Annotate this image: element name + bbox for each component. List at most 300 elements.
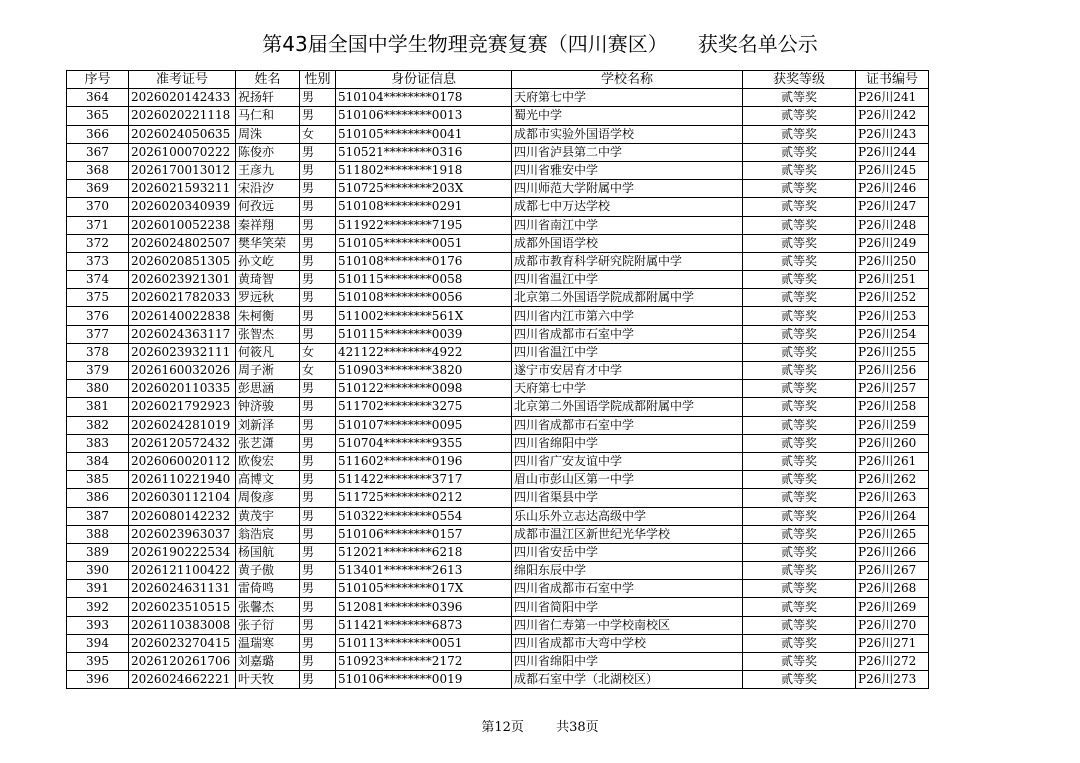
cell-cert-no: P26川269 (856, 598, 929, 616)
cell-seq: 375 (67, 289, 129, 307)
cell-school: 四川省雅安中学 (512, 161, 743, 179)
cell-school: 成都七中万达学校 (512, 198, 743, 216)
col-header-id-card: 身份证信息 (336, 71, 512, 89)
page-number: 第12页 (481, 720, 524, 735)
cell-award: 贰等奖 (743, 634, 856, 652)
table-body (67, 89, 929, 689)
cell-exam-id: 2026023921301 (129, 271, 236, 289)
cell-id-card: 510923********2172 (336, 653, 512, 671)
cell-exam-id: 2026120261706 (129, 653, 236, 671)
cell-cert-no: P26川257 (856, 380, 929, 398)
cell-cert-no: P26川267 (856, 562, 929, 580)
table-row (67, 343, 929, 361)
cell-name: 雷倚鸣 (236, 580, 300, 598)
cell-id-card: 510108********0176 (336, 252, 512, 270)
cell-exam-id: 2026110221940 (129, 471, 236, 489)
table-row (67, 634, 929, 652)
cell-name: 黄茂宇 (236, 507, 300, 525)
cell-award: 贰等奖 (743, 161, 856, 179)
cell-exam-id: 2026024662221 (129, 671, 236, 689)
cell-cert-no: P26川250 (856, 252, 929, 270)
cell-id-card: 510115********0058 (336, 271, 512, 289)
cell-exam-id: 2026023932111 (129, 343, 236, 361)
cell-seq: 379 (67, 362, 129, 380)
cell-award: 贰等奖 (743, 562, 856, 580)
cell-gender: 男 (300, 580, 336, 598)
cell-award: 贰等奖 (743, 307, 856, 325)
col-header-seq: 序号 (67, 71, 129, 89)
cell-seq: 388 (67, 525, 129, 543)
cell-exam-id: 2026190222534 (129, 543, 236, 561)
cell-gender: 女 (300, 125, 336, 143)
cell-cert-no: P26川272 (856, 653, 929, 671)
cell-award: 贰等奖 (743, 452, 856, 470)
cell-gender: 男 (300, 616, 336, 634)
cell-id-card: 510105********017X (336, 580, 512, 598)
cell-id-card: 510107********0095 (336, 416, 512, 434)
table-row (67, 616, 929, 634)
cell-name: 周洙 (236, 125, 300, 143)
table-row (67, 653, 929, 671)
cell-seq: 394 (67, 634, 129, 652)
table-row (67, 216, 929, 234)
cell-gender: 男 (300, 653, 336, 671)
cell-gender: 男 (300, 180, 336, 198)
table-row (67, 507, 929, 525)
cell-gender: 男 (300, 325, 336, 343)
table-row (67, 198, 929, 216)
cell-seq: 373 (67, 252, 129, 270)
cell-exam-id: 2026024802507 (129, 234, 236, 252)
cell-award: 贰等奖 (743, 671, 856, 689)
table-row (67, 234, 929, 252)
table-row (67, 143, 929, 161)
cell-seq: 391 (67, 580, 129, 598)
cell-name: 杨国航 (236, 543, 300, 561)
cell-seq: 392 (67, 598, 129, 616)
cell-name: 祝扬轩 (236, 89, 300, 107)
cell-exam-id: 2026010052238 (129, 216, 236, 234)
cell-cert-no: P26川256 (856, 362, 929, 380)
table-row (67, 307, 929, 325)
cell-award: 贰等奖 (743, 616, 856, 634)
cell-name: 张子衍 (236, 616, 300, 634)
cell-award: 贰等奖 (743, 216, 856, 234)
cell-gender: 男 (300, 416, 336, 434)
cell-name: 彭思涵 (236, 380, 300, 398)
cell-gender: 男 (300, 598, 336, 616)
cell-school: 四川省安岳中学 (512, 543, 743, 561)
cell-exam-id: 2026100070222 (129, 143, 236, 161)
cell-id-card: 510105********0051 (336, 234, 512, 252)
cell-exam-id: 2026023963037 (129, 525, 236, 543)
cell-award: 贰等奖 (743, 252, 856, 270)
cell-name: 孙文屹 (236, 252, 300, 270)
cell-award: 贰等奖 (743, 434, 856, 452)
cell-award: 贰等奖 (743, 416, 856, 434)
cell-gender: 男 (300, 543, 336, 561)
cell-seq: 371 (67, 216, 129, 234)
cell-school: 四川省内江市第六中学 (512, 307, 743, 325)
cell-seq: 380 (67, 380, 129, 398)
cell-cert-no: P26川244 (856, 143, 929, 161)
cell-name: 欧俊宏 (236, 452, 300, 470)
cell-name: 宋沿汐 (236, 180, 300, 198)
cell-school: 遂宁市安居育才中学 (512, 362, 743, 380)
table-row (67, 325, 929, 343)
col-header-award: 获奖等级 (743, 71, 856, 89)
cell-school: 成都市教育科学研究院附属中学 (512, 252, 743, 270)
cell-name: 周俊彦 (236, 489, 300, 507)
cell-id-card: 421122********4922 (336, 343, 512, 361)
cell-gender: 男 (300, 234, 336, 252)
cell-cert-no: P26川264 (856, 507, 929, 525)
cell-cert-no: P26川249 (856, 234, 929, 252)
cell-cert-no: P26川242 (856, 107, 929, 125)
cell-seq: 383 (67, 434, 129, 452)
cell-school: 四川省渠县中学 (512, 489, 743, 507)
cell-cert-no: P26川263 (856, 489, 929, 507)
cell-award: 贰等奖 (743, 234, 856, 252)
cell-cert-no: P26川251 (856, 271, 929, 289)
cell-gender: 男 (300, 471, 336, 489)
cell-id-card: 510113********0051 (336, 634, 512, 652)
cell-award: 贰等奖 (743, 325, 856, 343)
cell-id-card: 510115********0039 (336, 325, 512, 343)
cell-name: 秦祥翔 (236, 216, 300, 234)
cell-exam-id: 2026080142232 (129, 507, 236, 525)
cell-name: 陈俊亦 (236, 143, 300, 161)
cell-seq: 377 (67, 325, 129, 343)
cell-gender: 男 (300, 671, 336, 689)
cell-exam-id: 2026120572432 (129, 434, 236, 452)
cell-gender: 男 (300, 562, 336, 580)
cell-name: 朱柯衡 (236, 307, 300, 325)
cell-id-card: 513401********2613 (336, 562, 512, 580)
cell-cert-no: P26川270 (856, 616, 929, 634)
cell-gender: 男 (300, 434, 336, 452)
cell-id-card: 511922********7195 (336, 216, 512, 234)
cell-award: 贰等奖 (743, 525, 856, 543)
cell-cert-no: P26川268 (856, 580, 929, 598)
cell-school: 四川省成都市石室中学 (512, 325, 743, 343)
cell-id-card: 510105********0041 (336, 125, 512, 143)
cell-id-card: 510704********9355 (336, 434, 512, 452)
cell-award: 贰等奖 (743, 180, 856, 198)
cell-gender: 男 (300, 289, 336, 307)
cell-id-card: 510122********0098 (336, 380, 512, 398)
cell-school: 成都外国语学校 (512, 234, 743, 252)
cell-cert-no: P26川260 (856, 434, 929, 452)
cell-seq: 374 (67, 271, 129, 289)
cell-school: 北京第二外国语学院成都附属中学 (512, 289, 743, 307)
cell-school: 天府第七中学 (512, 380, 743, 398)
cell-gender: 男 (300, 271, 336, 289)
cell-school: 四川省温江中学 (512, 271, 743, 289)
cell-cert-no: P26川262 (856, 471, 929, 489)
cell-exam-id: 2026023270415 (129, 634, 236, 652)
cell-award: 贰等奖 (743, 380, 856, 398)
col-header-name: 姓名 (236, 71, 300, 89)
cell-cert-no: P26川266 (856, 543, 929, 561)
cell-gender: 男 (300, 380, 336, 398)
cell-name: 张艺潇 (236, 434, 300, 452)
cell-id-card: 510108********0056 (336, 289, 512, 307)
table-header-row (67, 71, 929, 89)
table-row (67, 471, 929, 489)
cell-award: 贰等奖 (743, 398, 856, 416)
cell-seq: 393 (67, 616, 129, 634)
cell-seq: 366 (67, 125, 129, 143)
table-row (67, 252, 929, 270)
cell-school: 四川省绵阳中学 (512, 653, 743, 671)
cell-seq: 395 (67, 653, 129, 671)
cell-name: 罗远秋 (236, 289, 300, 307)
cell-gender: 男 (300, 107, 336, 125)
cell-seq: 364 (67, 89, 129, 107)
cell-name: 樊华笑荣 (236, 234, 300, 252)
cell-name: 张馨杰 (236, 598, 300, 616)
cell-id-card: 511702********3275 (336, 398, 512, 416)
cell-exam-id: 2026020110335 (129, 380, 236, 398)
cell-award: 贰等奖 (743, 143, 856, 161)
cell-name: 温瑞寒 (236, 634, 300, 652)
cell-school: 四川省绵阳中学 (512, 434, 743, 452)
cell-id-card: 510106********0013 (336, 107, 512, 125)
cell-seq: 369 (67, 180, 129, 198)
cell-cert-no: P26川258 (856, 398, 929, 416)
cell-gender: 男 (300, 489, 336, 507)
cell-id-card: 511602********0196 (336, 452, 512, 470)
cell-school: 北京第二外国语学院成都附属中学 (512, 398, 743, 416)
cell-id-card: 510322********0554 (336, 507, 512, 525)
cell-gender: 男 (300, 89, 336, 107)
table-row (67, 525, 929, 543)
table-row (67, 452, 929, 470)
cell-exam-id: 2026160032026 (129, 362, 236, 380)
cell-school: 四川师范大学附属中学 (512, 180, 743, 198)
cell-award: 贰等奖 (743, 507, 856, 525)
cell-award: 贰等奖 (743, 343, 856, 361)
cell-school: 成都石室中学（北湖校区） (512, 671, 743, 689)
cell-gender: 男 (300, 198, 336, 216)
cell-exam-id: 2026024631131 (129, 580, 236, 598)
cell-exam-id: 2026024281019 (129, 416, 236, 434)
cell-gender: 男 (300, 398, 336, 416)
cell-cert-no: P26川247 (856, 198, 929, 216)
cell-school: 四川省仁寿第一中学校南校区 (512, 616, 743, 634)
cell-gender: 男 (300, 252, 336, 270)
cell-exam-id: 2026021792923 (129, 398, 236, 416)
cell-name: 叶天牧 (236, 671, 300, 689)
cell-gender: 男 (300, 525, 336, 543)
table-row (67, 543, 929, 561)
cell-seq: 390 (67, 562, 129, 580)
cell-gender: 男 (300, 452, 336, 470)
cell-gender: 女 (300, 343, 336, 361)
cell-exam-id: 2026140022838 (129, 307, 236, 325)
table-row (67, 416, 929, 434)
cell-id-card: 510104********0178 (336, 89, 512, 107)
cell-gender: 男 (300, 161, 336, 179)
table-row (67, 434, 929, 452)
cell-cert-no: P26川246 (856, 180, 929, 198)
page-total: 共38页 (556, 720, 599, 735)
cell-name: 刘嘉璐 (236, 653, 300, 671)
cell-cert-no: P26川253 (856, 307, 929, 325)
table-row (67, 89, 929, 107)
cell-cert-no: P26川255 (856, 343, 929, 361)
cell-id-card: 511422********3717 (336, 471, 512, 489)
cell-school: 四川省成都市石室中学 (512, 416, 743, 434)
table-row (67, 398, 929, 416)
cell-cert-no: P26川248 (856, 216, 929, 234)
cell-seq: 372 (67, 234, 129, 252)
cell-gender: 男 (300, 634, 336, 652)
cell-name: 黄子傲 (236, 562, 300, 580)
cell-cert-no: P26川271 (856, 634, 929, 652)
cell-exam-id: 2026021593211 (129, 180, 236, 198)
table-row (67, 161, 929, 179)
table-row (67, 180, 929, 198)
cell-seq: 370 (67, 198, 129, 216)
cell-exam-id: 2026060020112 (129, 452, 236, 470)
cell-id-card: 511802********1918 (336, 161, 512, 179)
cell-school: 四川省温江中学 (512, 343, 743, 361)
cell-exam-id: 2026121100422 (129, 562, 236, 580)
cell-id-card: 510106********0157 (336, 525, 512, 543)
award-table (66, 70, 929, 689)
page-title: 第43届全国中学生物理竞赛复赛（四川赛区） 获奖名单公示 (262, 32, 818, 56)
cell-school: 绵阳东辰中学 (512, 562, 743, 580)
cell-name: 何孜远 (236, 198, 300, 216)
cell-seq: 368 (67, 161, 129, 179)
cell-name: 黄琦智 (236, 271, 300, 289)
cell-seq: 365 (67, 107, 129, 125)
cell-id-card: 511421********6873 (336, 616, 512, 634)
cell-seq: 386 (67, 489, 129, 507)
col-header-school: 学校名称 (512, 71, 743, 89)
cell-seq: 378 (67, 343, 129, 361)
cell-gender: 女 (300, 362, 336, 380)
cell-seq: 382 (67, 416, 129, 434)
col-header-cert-no: 证书编号 (856, 71, 929, 89)
cell-school: 蜀光中学 (512, 107, 743, 125)
table-row (67, 380, 929, 398)
cell-school: 成都市实验外国语学校 (512, 125, 743, 143)
cell-school: 成都市温江区新世纪光华学校 (512, 525, 743, 543)
cell-id-card: 510903********3820 (336, 362, 512, 380)
cell-id-card: 511002********561X (336, 307, 512, 325)
cell-name: 刘新泽 (236, 416, 300, 434)
cell-school: 四川省南江中学 (512, 216, 743, 234)
cell-school: 四川省成都市大弯中学校 (512, 634, 743, 652)
cell-id-card: 512081********0396 (336, 598, 512, 616)
cell-school: 四川省简阳中学 (512, 598, 743, 616)
cell-id-card: 510521********0316 (336, 143, 512, 161)
cell-name: 何筱凡 (236, 343, 300, 361)
cell-exam-id: 2026020221118 (129, 107, 236, 125)
cell-seq: 367 (67, 143, 129, 161)
cell-id-card: 510725********203X (336, 180, 512, 198)
cell-award: 贰等奖 (743, 543, 856, 561)
cell-school: 眉山市彭山区第一中学 (512, 471, 743, 489)
cell-cert-no: P26川252 (856, 289, 929, 307)
cell-school: 四川省泸县第二中学 (512, 143, 743, 161)
cell-award: 贰等奖 (743, 489, 856, 507)
cell-award: 贰等奖 (743, 580, 856, 598)
cell-award: 贰等奖 (743, 125, 856, 143)
table-row (67, 125, 929, 143)
cell-name: 翁浩宸 (236, 525, 300, 543)
cell-id-card: 510108********0291 (336, 198, 512, 216)
cell-exam-id: 2026024363117 (129, 325, 236, 343)
cell-award: 贰等奖 (743, 471, 856, 489)
cell-cert-no: P26川261 (856, 452, 929, 470)
cell-award: 贰等奖 (743, 289, 856, 307)
cell-gender: 男 (300, 216, 336, 234)
cell-seq: 384 (67, 452, 129, 470)
cell-seq: 389 (67, 543, 129, 561)
cell-gender: 男 (300, 307, 336, 325)
cell-award: 贰等奖 (743, 653, 856, 671)
cell-seq: 381 (67, 398, 129, 416)
cell-name: 王彦九 (236, 161, 300, 179)
cell-exam-id: 2026110383008 (129, 616, 236, 634)
page-footer (0, 716, 1080, 735)
table-row (67, 671, 929, 689)
cell-name: 周子淅 (236, 362, 300, 380)
cell-award: 贰等奖 (743, 107, 856, 125)
cell-cert-no: P26川254 (856, 325, 929, 343)
cell-name: 马仁和 (236, 107, 300, 125)
cell-name: 高博文 (236, 471, 300, 489)
cell-cert-no: P26川243 (856, 125, 929, 143)
cell-name: 钟济骏 (236, 398, 300, 416)
table-row (67, 107, 929, 125)
cell-seq: 385 (67, 471, 129, 489)
cell-exam-id: 2026030112104 (129, 489, 236, 507)
cell-seq: 376 (67, 307, 129, 325)
table-row (67, 562, 929, 580)
cell-name: 张智杰 (236, 325, 300, 343)
cell-seq: 387 (67, 507, 129, 525)
cell-cert-no: P26川259 (856, 416, 929, 434)
cell-award: 贰等奖 (743, 598, 856, 616)
cell-exam-id: 2026020851305 (129, 252, 236, 270)
cell-exam-id: 2026170013012 (129, 161, 236, 179)
cell-exam-id: 2026020142433 (129, 89, 236, 107)
cell-cert-no: P26川245 (856, 161, 929, 179)
cell-award: 贰等奖 (743, 198, 856, 216)
cell-school: 四川省成都市石室中学 (512, 580, 743, 598)
table-row (67, 362, 929, 380)
table-row (67, 271, 929, 289)
cell-school: 四川省广安友谊中学 (512, 452, 743, 470)
cell-award: 贰等奖 (743, 362, 856, 380)
cell-award: 贰等奖 (743, 89, 856, 107)
table-row (67, 580, 929, 598)
cell-exam-id: 2026023510515 (129, 598, 236, 616)
col-header-exam-id: 准考证号 (129, 71, 236, 89)
cell-id-card: 512021********6218 (336, 543, 512, 561)
cell-exam-id: 2026021782033 (129, 289, 236, 307)
cell-exam-id: 2026024050635 (129, 125, 236, 143)
table-row (67, 289, 929, 307)
cell-award: 贰等奖 (743, 271, 856, 289)
cell-school: 天府第七中学 (512, 89, 743, 107)
cell-gender: 男 (300, 507, 336, 525)
